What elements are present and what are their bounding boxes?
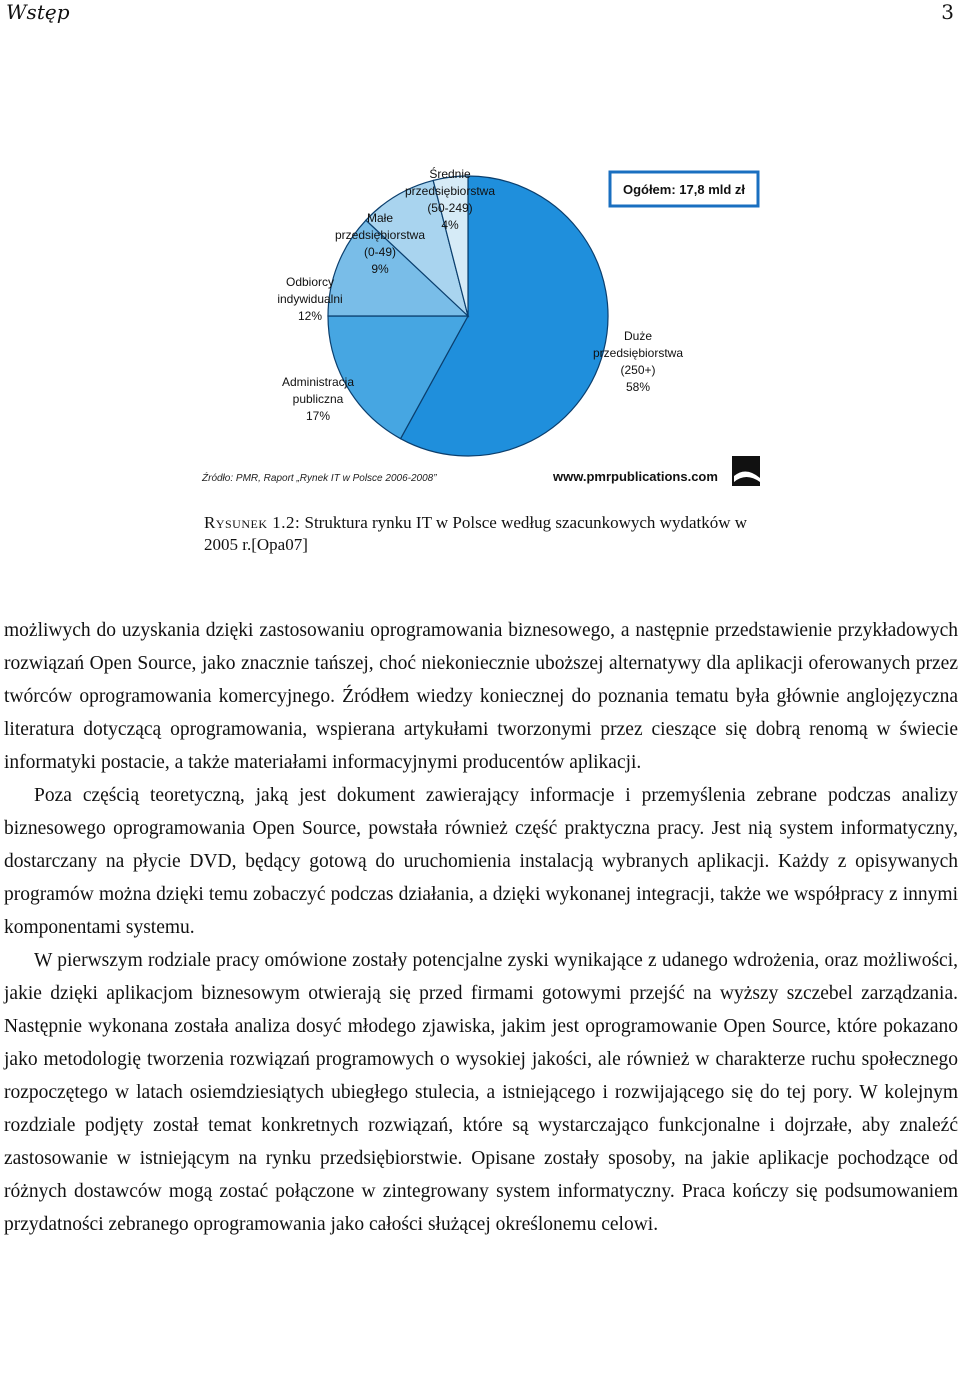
paragraph-1: możliwych do uzyskania dzięki zastosowaniu oprogramowania biznesowego, a następnie przedstawienie przykładowych rozwiązań Open Source, jako znacznie tańszej, choć niekoniecznie uboższej alternatywy dla aplikacji oferowanych przez twórców oprogramowania komercyjnego. Źródłem wiedzy koniecznej do poznania tematu była głównie anglojęzyczna literatura dotyczącą oprogramowania, wspierana artykułami tworzonymi przez cieszące się dobrą renomą w świecie informatyki postacie, a także materiałami informacyjnymi producentów aplikacji. bbox=[4, 620, 958, 773]
body-text bbox=[4, 614, 958, 1241]
slice-label-public: Administracja publiczna 17% bbox=[281, 375, 355, 423]
caption-label: Rysunek 1.2: bbox=[204, 513, 301, 532]
slice-label-medium: Średnie przedsiębiorstwa (50-249) 4% bbox=[404, 167, 496, 232]
paragraph-2: Poza częścią teoretyczną, jaką jest dokument zawierający informacje i przemyślenia zebrane podczas analizy biznesowego oprogramowania Open Source, powstała również część praktyczna pracy. Jest nią system informatyczny, dostarczany na płycie DVD, będący gotową do uruchomienia instalacją wybranych aplikacji. Każdy z opisywanych programów można dzięki temu zobaczyć podczas działania, a dzięki wykonanej integracji, także we współpracy z innymi komponentami systemu. bbox=[4, 785, 958, 938]
caption-text: Struktura rynku IT w Polsce według szacunkowych wydatków w 2005 r.[Opa07] bbox=[204, 513, 748, 554]
slice-label-large: Duże przedsiębiorstwa (250+) 58% bbox=[592, 329, 684, 394]
running-title: Wstęp bbox=[6, 0, 70, 24]
figure-pie-chart bbox=[202, 160, 768, 490]
slice-label-small: Małe przedsiębiorstwa (0-49) 9% bbox=[334, 211, 426, 276]
publisher-logo bbox=[732, 456, 760, 486]
total-label: Ogółem: 17,8 mld zł bbox=[622, 182, 746, 197]
figure-caption bbox=[204, 512, 764, 556]
page-number: 3 bbox=[941, 0, 954, 24]
page-header bbox=[0, 0, 960, 30]
paragraph-3: W pierwszym rodziale pracy omówione zostały potencjalne zyski wynikające z udanego wdrożenia, oraz możliwości, jakie dzięki aplikacjom biznesowym otwierają się przed firmami gotowymi przejść na wyższy szczebel zarządzania. Następnie wykonana została analiza dosyć młodego zjawiska, jakim jest oprogramowanie Open Source, które pokazano jako metodologię tworzenia rozwiązań programowych o wysokiej jakości, ale również w charakterze ruchu społecznego rozpoczętego w latach osiemdziesiątych ubiegłego stulecia, a istniejącego i rozwijającego się do tej pory. W kolejnym rozdziale podjęty został temat konkretnych rozwiązań, które są wystarczająco funkcjonalne i dojrzałe, aby znaleźć zastosowanie w istniejącym na rynku przedsiębiorstwie. Opisane zostały sposoby, na jakie aplikacje pochodzące od różnych dostawców mogą zostać połączone w zintegrowany system informatyczny. Praca kończy się podsumowaniem przydatności zebranego oprogramowania jako całości służącej określonemu celowi. bbox=[4, 950, 958, 1235]
pie-chart bbox=[202, 160, 768, 490]
website-label: www.pmrpublications.com bbox=[553, 469, 718, 484]
source-note: Źródło: PMR, Raport „Rynek IT w Polsce 2006-2008” bbox=[202, 473, 437, 484]
slice-label-individual: Odbiorcy indywidualni 12% bbox=[277, 275, 343, 323]
